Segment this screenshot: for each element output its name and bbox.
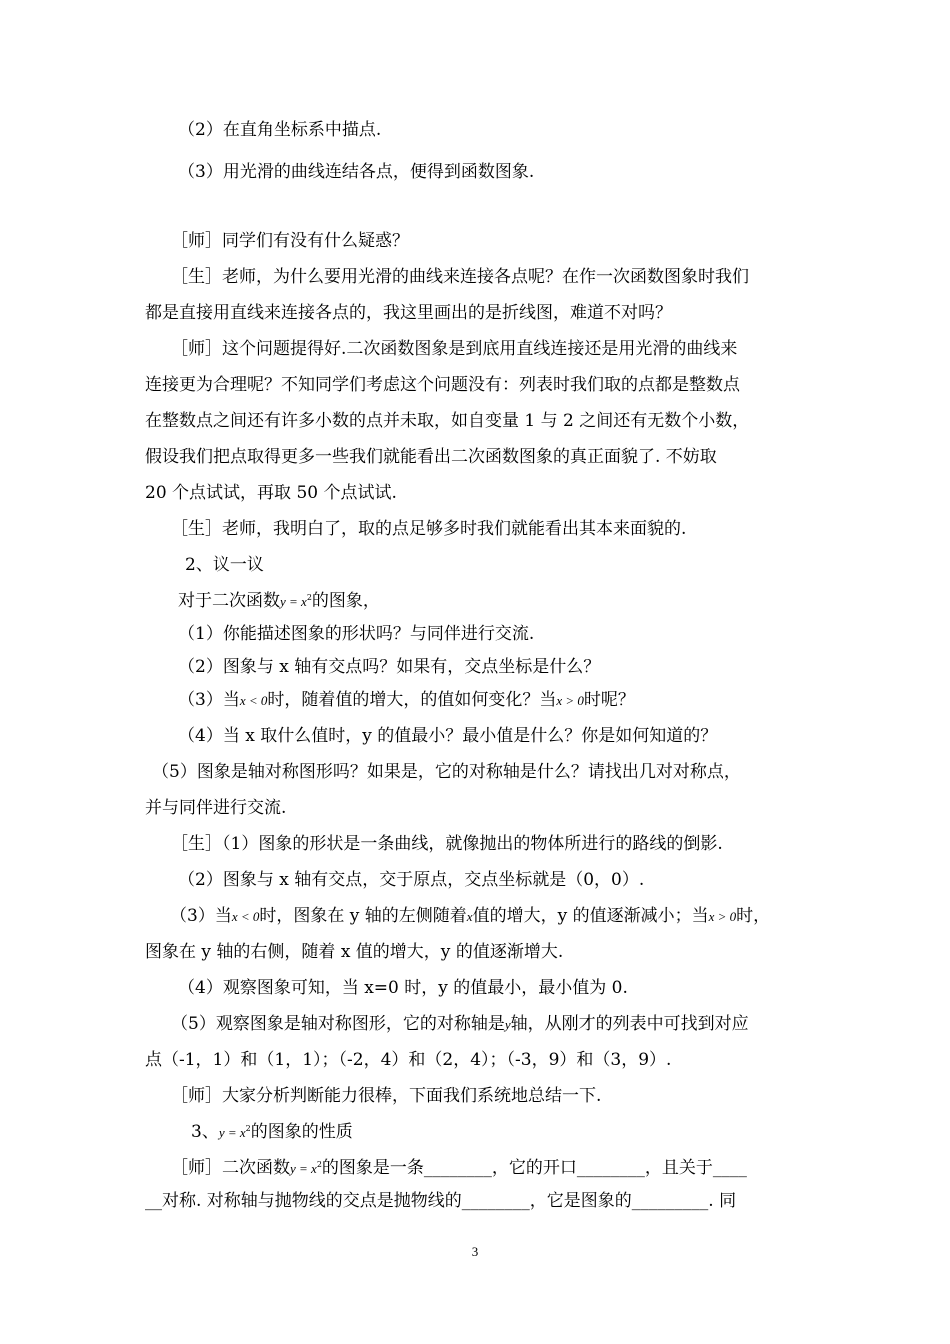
text-line: ［师］二次函数$y = x^2$的图象是一条________，它的开口________，且关于____ <box>171 1158 747 1178</box>
text-line: 对于二次函数$y = x^2$的图象， <box>178 591 380 611</box>
text-line: 图象在 y 轴的右侧，随着 x 值的增大，y 的值逐渐增大. <box>145 942 564 962</box>
text-line: 都是直接用直线来连接各点的，我这里画出的是折线图，难道不对吗？ <box>145 303 672 323</box>
text-line: （3）当x < 0时，图象在 y 轴的左侧随着x值的增大，y 的值逐渐减小；当x > 0时， <box>170 906 771 926</box>
text-line: 并与同伴进行交流. <box>145 798 287 818</box>
text-line: 假设我们把点取得更多一些我们就能看出二次函数图象的真正面貌了. 不妨取 <box>145 447 717 467</box>
text-line: ［师］同学们有没有什么疑惑？ <box>171 231 409 251</box>
text-line: ［师］大家分析判断能力很棒，下面我们系统地总结一下. <box>171 1086 602 1106</box>
text-line: （5）图象是轴对称图形吗？如果是，它的对称轴是什么？请找出几对对称点， <box>152 762 741 782</box>
text-line: 在整数点之间还有许多小数的点并未取，如自变量 1 与 2 之间还有无数个小数， <box>145 411 750 431</box>
text-line: （5）观察图象是轴对称图形，它的对称轴是y轴，从刚才的列表中可找到对应 <box>171 1014 749 1034</box>
text-line: ［生］老师，为什么要用光滑的曲线来连接各点呢？在作一次函数图象时我们 <box>171 267 749 287</box>
text-line: （3）用光滑的曲线连结各点，便得到函数图象. <box>178 162 535 182</box>
text-line: __对称. 对称轴与抛物线的交点是抛物线的________，它是图象的_________. 同 <box>145 1191 737 1211</box>
section-heading: 2、议一议 <box>185 555 264 575</box>
page-number: 3 <box>471 1244 479 1259</box>
text-line: ［生］（1）图象的形状是一条曲线，就像抛出的物体所进行的路线的倒影. <box>171 834 723 854</box>
text-line: ［生］老师，我明白了，取的点足够多时我们就能看出其本来面貌的. <box>171 519 687 539</box>
section-heading: 3、$y = x^2$的图象的性质 <box>191 1122 353 1142</box>
text-line: （4）当 x 取什么值时，y 的值最小？最小值是什么？你是如何知道的？ <box>178 726 718 746</box>
text-line: （2）在直角坐标系中描点. <box>178 120 382 140</box>
text-line: （4）观察图象可知，当 x=0 时，y 的值最小，最小值为 0. <box>178 978 628 998</box>
text-line: （2）图象与 x 轴有交点吗？如果有，交点坐标是什么？ <box>178 657 601 677</box>
text-line: （3）当x < 0时，随着值的增大，的值如何变化？当x > 0时呢？ <box>178 690 635 710</box>
text-line: 点（-1，1）和（1，1）；（-2，4）和（2，4）；（-3，9）和（3，9）. <box>145 1050 672 1070</box>
text-line: ［师］这个问题提得好.二次函数图象是到底用直线连接还是用光滑的曲线来 <box>171 339 738 359</box>
text-line: 20 个点试试，再取 50 个点试试. <box>145 483 397 503</box>
text-line: 连接更为合理呢？不知同学们考虑这个问题没有：列表时我们取的点都是整数点 <box>145 375 740 395</box>
text-line: （1）你能描述图象的形状吗？与同伴进行交流. <box>178 624 535 644</box>
text-line: （2）图象与 x 轴有交点，交于原点，交点坐标就是（0，0）. <box>178 870 645 890</box>
